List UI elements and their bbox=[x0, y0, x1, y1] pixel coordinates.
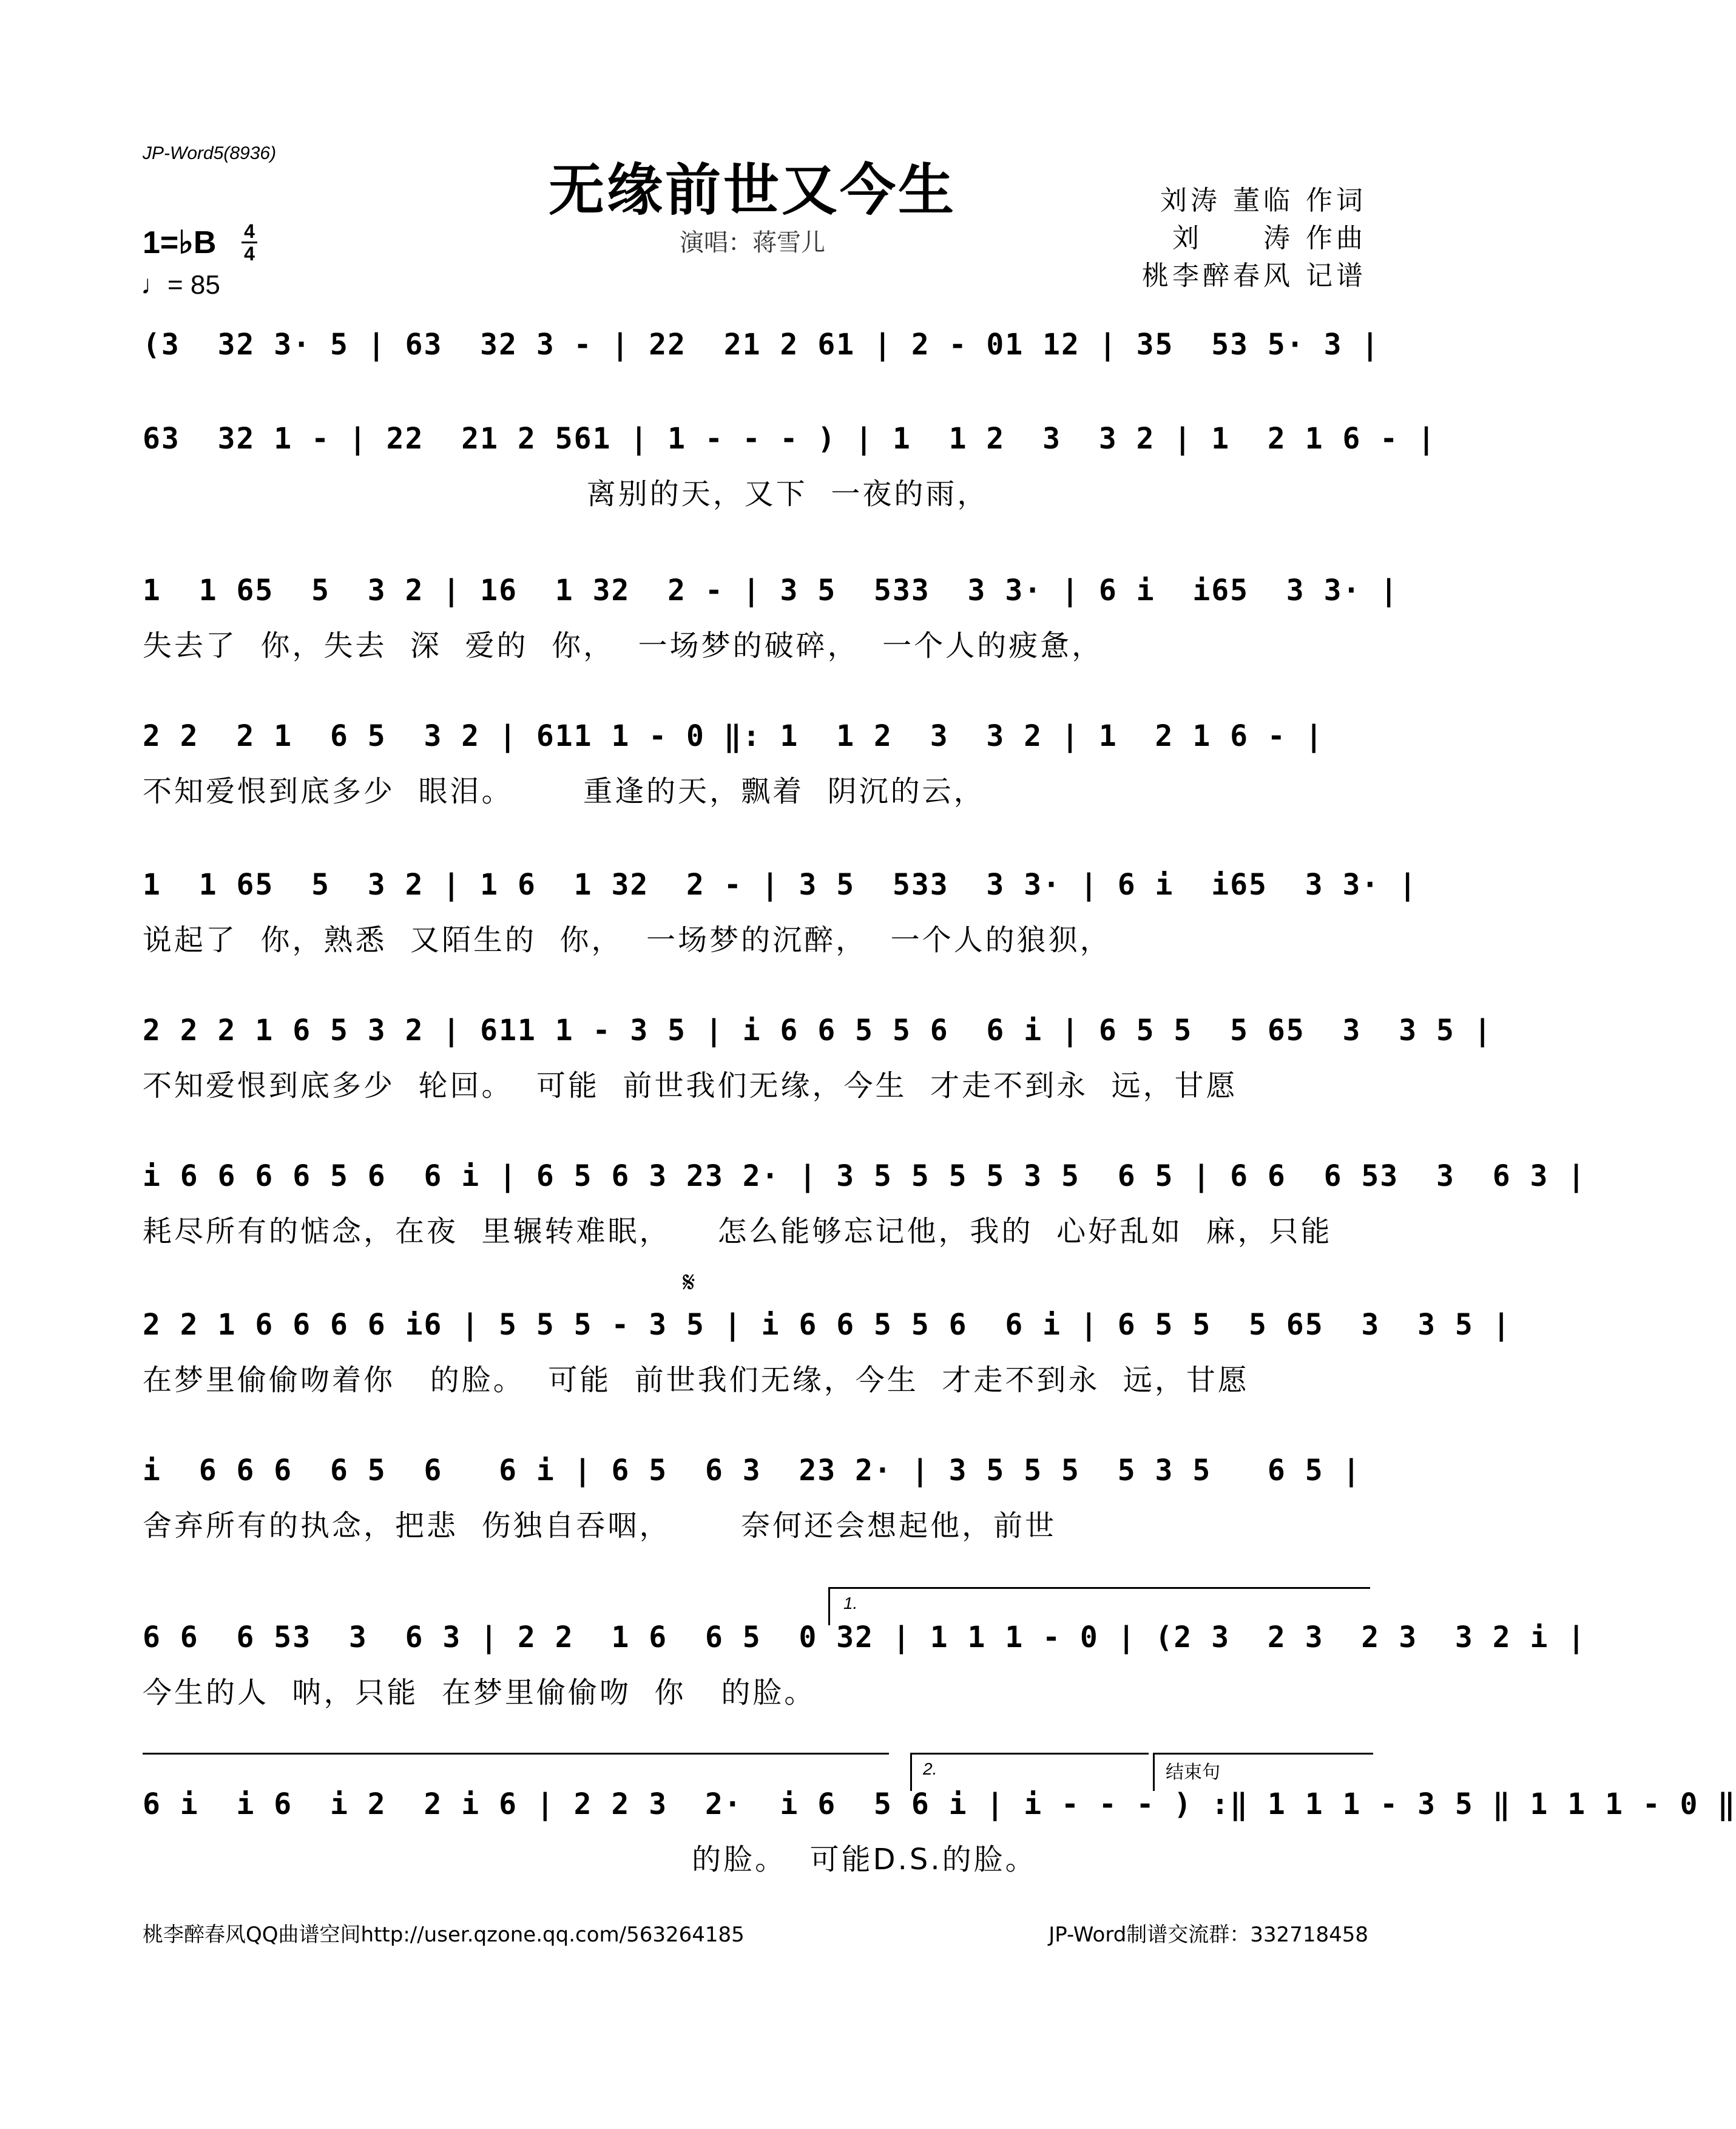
system-11-notes: 6 i i 6 i 2 2 i 6 | 2 2 3 2· i 6 5 6 i | i - - - ) :‖ 1 1 1 - 3 5 ‖ 1 1 1 - 0 ‖ bbox=[143, 1787, 1736, 1821]
page-title: 无缘前世又今生 bbox=[548, 157, 956, 223]
system-9-lyrics: 舍弃所有的执念，把悲 伤独自吞咽， 奈何还会想起他，前世 bbox=[143, 1509, 1057, 1543]
system-10-notes: 6 6 6 53 3 6 3 | 2 2 1 6 6 5 0 32 | 1 1 1 - 0 | (2 3 2 3 2 3 3 2 i | bbox=[143, 1620, 1587, 1654]
system-7-lyrics: 耗尽所有的惦念，在夜 里辗转难眠， 怎么能够忘记他，我的 心好乱如 麻，只能 bbox=[143, 1214, 1332, 1248]
time-signature bbox=[241, 222, 257, 263]
volta-1-bracket bbox=[828, 1587, 1370, 1625]
system-6-notes: 2 2 2 1 6 5 3 2 | 611 1 - 3 5 | i 6 6 5 5 6 6 i | 6 5 5 5 65 3 3 5 | bbox=[143, 1014, 1493, 1048]
system-3-lyrics: 失去了 你，失去 深 爱的 你， 一场梦的破碎， 一个人的疲惫， bbox=[143, 629, 1104, 663]
system-6-lyrics: 不知爱恨到底多少 轮回。 可能 前世我们无缘，今生 才走不到永 远，甘愿 bbox=[143, 1069, 1238, 1103]
footer-left: 桃李醉春风QQ曲谱空间http://user.qzone.qq.com/563264185 bbox=[143, 1923, 745, 1947]
segno-sign: 𝄋 bbox=[683, 1265, 695, 1299]
system-11-lyrics: 的脸。 可能D.S.的脸。 bbox=[143, 1843, 1037, 1877]
system-8-lyrics: 在梦里偷偷吻着你 的脸。 可能 前世我们无缘，今生 才走不到永 远，甘愿 bbox=[143, 1363, 1249, 1397]
transcriber-credit: 桃李醉春风 记谱 bbox=[1142, 260, 1366, 291]
system-7-notes: i 6 6 6 6 5 6 6 i | 6 5 6 3 23 2· | 3 5 5 5 5 3 5 6 5 | 6 6 6 53 3 6 3 | bbox=[143, 1159, 1587, 1193]
key-signature: 1=♭B bbox=[143, 225, 217, 260]
meter-top: 4 bbox=[244, 220, 255, 242]
system-8-notes: 2 2 1 6 6 6 6 i6 | 5 5 5 - 3 5 | i 6 6 5 5 6 6 i | 6 5 5 5 65 3 3 5 | bbox=[143, 1308, 1511, 1342]
system-1-notes: (3 32 3· 5 | 63 32 3 - | 22 21 2 61 | 2 - 01 12 | 35 53 5· 3 | bbox=[143, 328, 1380, 362]
system-3-notes: 1 1 65 5 3 2 | 16 1 32 2 - | 3 5 533 3 3· | 6 i i65 3 3· | bbox=[143, 574, 1399, 608]
volta-1-label: 1. bbox=[843, 1594, 858, 1613]
system-5-lyrics: 说起了 你，熟悉 又陌生的 你， 一场梦的沉醉， 一个人的狼狈， bbox=[143, 923, 1112, 957]
system-4-notes: 2 2 2 1 6 5 3 2 | 611 1 - 0 ‖: 1 1 2 3 3 2 | 1 2 1 6 - | bbox=[143, 719, 1324, 753]
composer-credit: 刘 涛 作曲 bbox=[1172, 223, 1366, 254]
lyricist-credit: 刘涛 董临 作词 bbox=[1160, 185, 1366, 216]
system-5-notes: 1 1 65 5 3 2 | 1 6 1 32 2 - | 3 5 533 3 3· | 6 i i65 3 3· | bbox=[143, 868, 1418, 902]
ending-label: 结束句 bbox=[1166, 1762, 1220, 1783]
system-4-lyrics: 不知爱恨到底多少 眼泪。 重逢的天，飘着 阴沉的云， bbox=[143, 774, 985, 808]
repeat-bracket-line bbox=[143, 1753, 889, 1755]
meter-bottom: 4 bbox=[244, 243, 255, 265]
system-2-notes: 63 32 1 - | 22 21 2 561 | 1 - - - ) | 1 1 2 3 3 2 | 1 2 1 6 - | bbox=[143, 422, 1436, 456]
credits bbox=[1142, 182, 1366, 295]
system-2-lyrics: 离别的天，又下 一夜的雨， bbox=[143, 477, 989, 511]
footer-right: JP-Word制谱交流群：332718458 bbox=[1049, 1923, 1368, 1947]
system-10-lyrics: 今生的人 呐，只能 在梦里偷偷吻 你 的脸。 bbox=[143, 1676, 816, 1710]
system-9-notes: i 6 6 6 6 5 6 6 i | 6 5 6 3 23 2· | 3 5 5 5 5 3 5 6 5 | bbox=[143, 1454, 1362, 1488]
tempo-mark: ♩= 85 bbox=[141, 270, 220, 300]
ending-bracket bbox=[1153, 1753, 1373, 1791]
source-label: JP-Word5(8936) bbox=[143, 143, 277, 163]
volta-2-label: 2. bbox=[923, 1759, 937, 1778]
volta-2-bracket bbox=[910, 1753, 1149, 1791]
singer-label: 演唱：蒋雪儿 bbox=[680, 229, 825, 257]
